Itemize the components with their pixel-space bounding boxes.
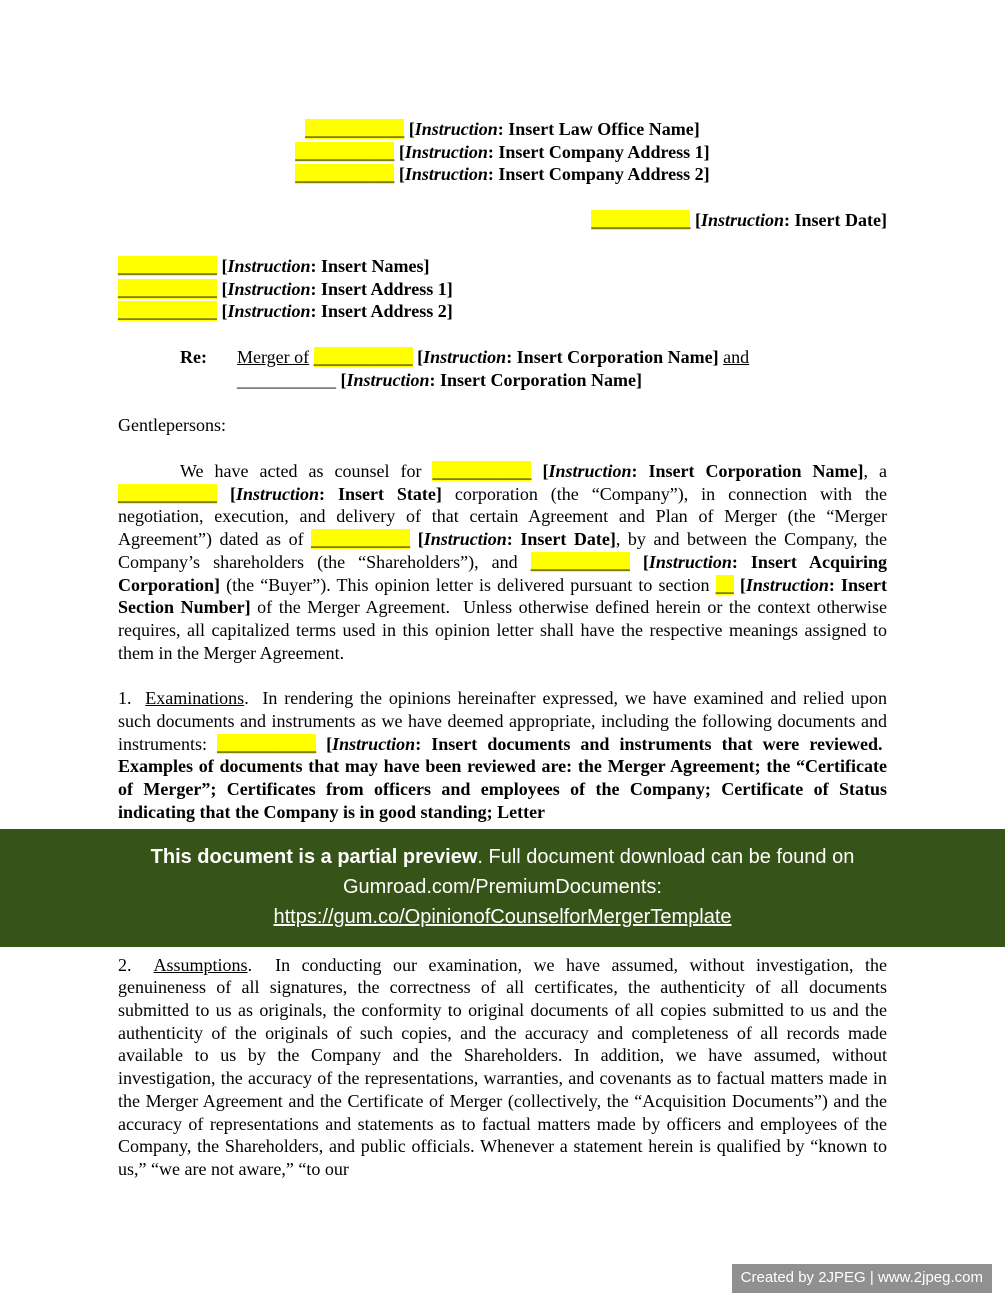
text-run: corporation (the “Company”), in connection with the negotiation, execution, and delivery of that certain Agreement and Plan of Merger (the “Merger Agreement”) dated as of	[118, 483, 887, 550]
bold-text-run: [	[398, 164, 405, 185]
bold-text-run: [	[221, 278, 228, 299]
fill-in-blank: __	[715, 574, 734, 595]
banner-preview-title: This document is a partial preview	[150, 845, 478, 868]
text-run: , by and between the Company, the Company’s shareholders (the “Shareholders”), and	[118, 529, 888, 572]
bold-text-run: [	[340, 369, 347, 390]
fill-in-blank: ___________	[530, 551, 630, 572]
instruction-keyword: Instruction	[346, 369, 430, 390]
bold-text-run: [	[398, 141, 405, 162]
recipient-line-address-2	[118, 300, 887, 323]
recipient-block	[118, 255, 887, 323]
re-subject-lines	[237, 346, 887, 391]
bold-text-run: : Insert Corporation Name]	[429, 369, 643, 390]
bold-text-run: [	[739, 574, 746, 595]
instruction-keyword: Instruction	[235, 483, 320, 504]
banner-preview-text: . Full document download can be found on	[477, 845, 855, 868]
text-run: ___________	[237, 369, 341, 390]
bold-text-run: : Insert Acquiring Corporation]	[118, 551, 888, 595]
bold-text-run: [	[326, 733, 333, 754]
text-run: , a	[863, 461, 887, 482]
instruction-keyword: Instruction	[548, 461, 632, 482]
text-run	[410, 529, 418, 549]
banner-download-link[interactable]: https://gum.co/OpinionofCounselforMergerTemplate	[273, 905, 732, 928]
re-label: Re:	[180, 346, 207, 367]
instruction-keyword: Instruction	[414, 119, 498, 139]
text-run	[531, 461, 542, 481]
banner-gumroad-line: Gumroad.com/PremiumDocuments:	[343, 875, 662, 898]
text-run: . In conducting our examination, we have assumed, without investigation, the genuineness of all signatures, the correctness of all certificates, the authenticity of all documents submitted to us as originals, the conformity to original documents of all copies submitted to us and the authenticity of the originals of such copies, and the accuracy and completeness of all records made available to us by the Company and the Shareholders. In addition, we have assumed, without investigation, the accuracy of the representations, warranties, and covenants as to factual matters made in the Merger Agreement and the Certificate of Merger (collectively, the “Acquisition Documents”) and the accuracy of representations and statements as to factual matters made by officers and employees of the Company, the Shareholders, and public officials. Whenever a statement herein is qualified by “known to us,” “we are not aware,” “to our	[118, 954, 887, 1179]
text-run: 2.	[118, 954, 154, 975]
bold-text-run: : Insert Company Address 2]	[487, 164, 710, 185]
fill-in-blank: ___________	[305, 119, 405, 139]
text-run	[217, 484, 230, 504]
bold-text-run: : Insert documents and instruments that were reviewed. Examples of documents that may have been reviewed are: the Merger Agreement; the “Certificate of Merger”; Certificates from officers and employees of the Company; Certificate of Status indicating that the Company is in good standing; Letter	[118, 733, 888, 822]
date-line	[118, 209, 887, 232]
bold-text-run: : Insert Names]	[310, 255, 430, 276]
bold-text-run: [	[417, 529, 424, 550]
bold-text-run: : Insert State]	[319, 483, 442, 504]
fill-in-blank: ___________	[432, 461, 532, 482]
paragraph-2-assumptions	[118, 954, 887, 1181]
fill-in-blank: ___________	[295, 164, 395, 185]
text-run: of the Merger Agreement. Unless otherwise defined herein or the context otherwise requires, all capitalized terms used in this opinion letter shall have the respective meanings assigned to them in the Merger Agreement.	[118, 597, 888, 663]
instruction-keyword: Instruction	[227, 255, 311, 276]
text-run	[316, 734, 326, 754]
bold-text-run: [	[229, 483, 236, 504]
underlined-text-run: Examinations	[145, 688, 245, 709]
header-line-company-address-2	[118, 163, 887, 186]
salutation: Gentlepersons:	[118, 415, 226, 436]
recipient-line-names	[118, 255, 887, 278]
re-subject-block	[180, 346, 887, 391]
instruction-keyword: Instruction	[227, 278, 311, 299]
bold-text-run: : Insert Section Number]	[118, 574, 888, 618]
watermark-credit: Created by 2JPEG | www.2jpeg.com	[732, 1264, 992, 1293]
instruction-keyword: Instruction	[423, 346, 507, 367]
bold-text-run: : Insert Law Office Name]	[497, 119, 700, 139]
instruction-keyword: Instruction	[700, 210, 785, 231]
text-run	[309, 347, 314, 367]
bold-text-run: : Insert Date]	[506, 529, 616, 550]
instruction-keyword: Instruction	[332, 733, 416, 754]
text-run: (the “Buyer”). This opinion letter is delivered pursuant to section	[220, 574, 716, 595]
instruction-keyword: Instruction	[404, 164, 488, 185]
intro-paragraph	[118, 460, 887, 664]
fill-in-blank: ___________	[217, 733, 317, 754]
bold-text-run: [	[408, 119, 415, 139]
fill-in-blank: ___________	[295, 141, 395, 162]
bold-text-run: [	[542, 461, 549, 482]
fill-in-blank: ___________	[311, 529, 411, 550]
text-run: 1.	[118, 688, 146, 709]
banner-line-1	[30, 842, 975, 872]
underlined-text-run: Assumptions	[153, 954, 248, 975]
instruction-keyword: Instruction	[404, 141, 488, 162]
bold-text-run: : Insert Corporation Name]	[506, 346, 719, 367]
fill-in-blank: ___________	[591, 210, 691, 231]
paragraph-1-examinations	[118, 687, 887, 823]
recipient-line-address-1	[118, 278, 887, 301]
bold-text-run: [	[417, 346, 424, 367]
text-run: . In rendering the opinions hereinafter expressed, we have examined and relied upon such documents and instruments as we have deemed appropriate, including the following documents and instruments:	[118, 688, 887, 754]
fill-in-blank: ___________	[118, 483, 217, 504]
underlined-text-run: and	[723, 346, 750, 367]
bold-text-run: [	[221, 301, 228, 322]
bold-text-run: : Insert Corporation Name]	[631, 461, 864, 482]
banner-link-line	[30, 902, 975, 932]
bold-text-run: [	[221, 255, 228, 276]
bold-text-run: : Insert Company Address 1]	[487, 141, 710, 162]
bold-text-run: : Insert Address 1]	[310, 278, 453, 299]
header-line-law-office-name	[118, 118, 887, 141]
text-run	[630, 552, 643, 572]
fill-in-blank: ___________	[313, 346, 413, 367]
header-line-company-address-1	[118, 141, 887, 164]
fill-in-blank: ___________	[118, 301, 217, 322]
re-subject-line-2	[237, 369, 887, 392]
instruction-keyword: Instruction	[227, 301, 311, 322]
instruction-keyword: Instruction	[648, 551, 732, 572]
fill-in-blank: ___________	[118, 278, 217, 299]
bold-text-run: : Insert Address 2]	[310, 301, 453, 322]
fill-in-blank: ___________	[118, 255, 217, 276]
partial-preview-banner	[0, 829, 1005, 947]
instruction-keyword: Instruction	[745, 574, 829, 595]
law-office-header-block	[118, 118, 887, 186]
bold-text-run: [	[642, 551, 649, 572]
underlined-text-run: Merger of	[237, 346, 310, 367]
bold-text-run: [	[694, 210, 701, 231]
instruction-keyword: Instruction	[423, 529, 507, 550]
re-subject-line-1	[237, 346, 887, 369]
text-run: We have acted as counsel for	[180, 461, 433, 482]
bold-text-run: : Insert Date]	[784, 210, 887, 231]
